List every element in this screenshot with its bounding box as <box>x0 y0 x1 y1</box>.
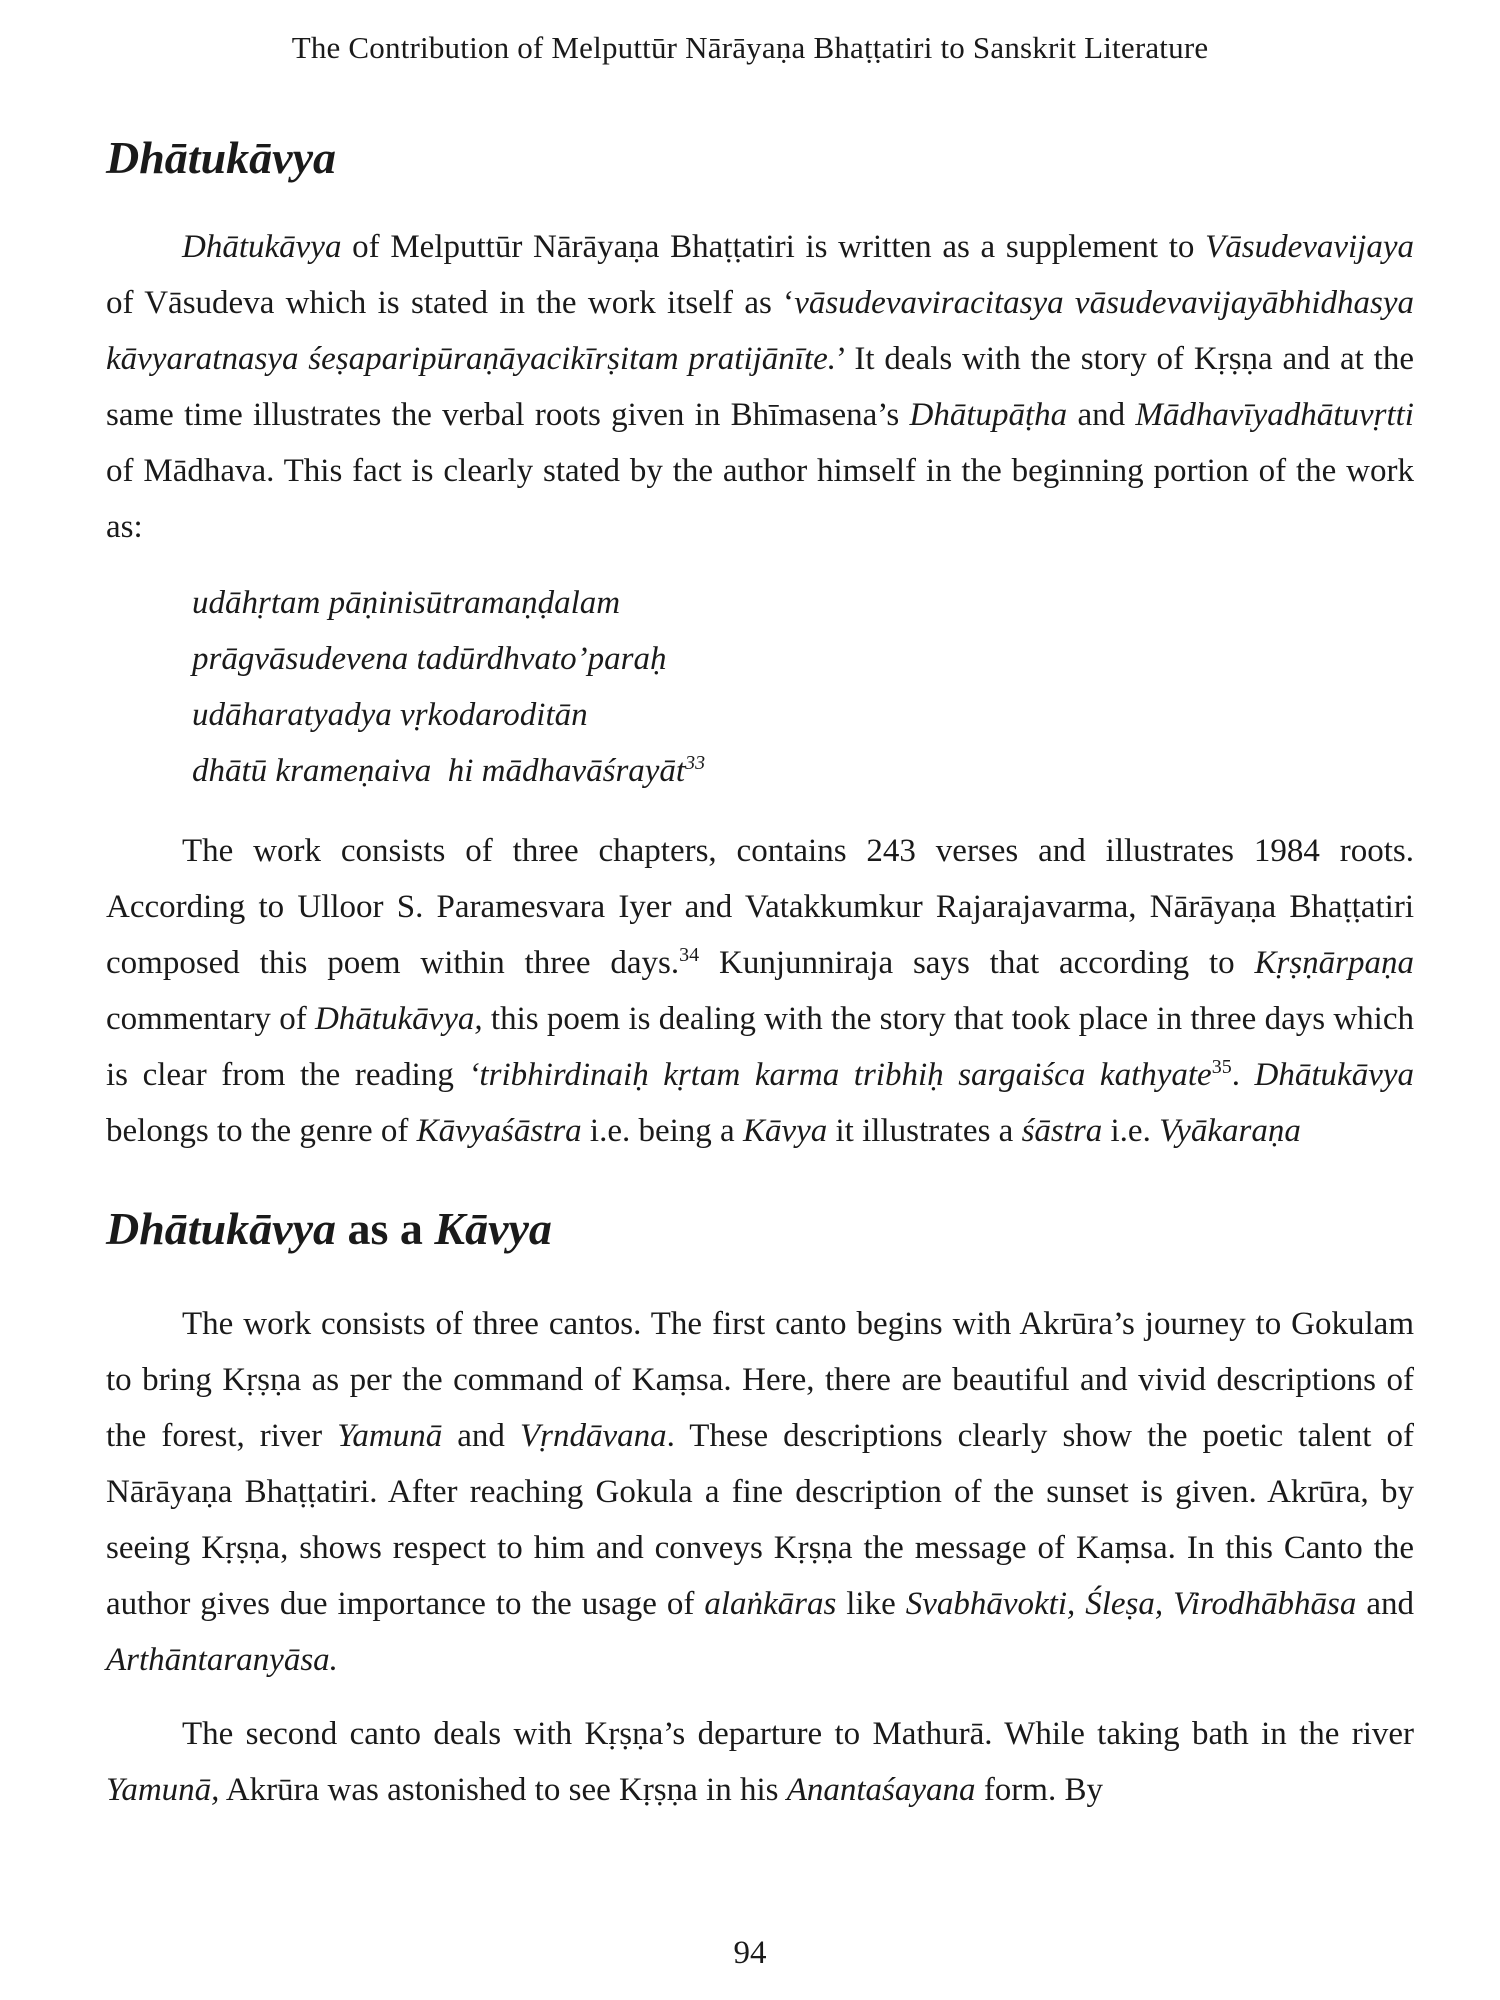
page-number: 94 <box>733 1935 767 1971</box>
verse-line: udāharatyadya vṛkodaroditān <box>192 697 588 734</box>
paragraph-second-canto: The second canto deals with Kṛṣṇa’s departure to Mathurā. While taking bath in the river Yamunā, Akrūra was astonished to see Kṛṣṇa in his Anantaśayana form. By <box>106 1716 1414 1809</box>
place-name: Yamunā <box>337 1418 443 1455</box>
paragraph-structure: The work consists of three chapters, contains 243 verses and illustrates 1984 roots. According to Ulloor S. Paramesvara Iyer and Vatakkumkur Rajarajavarma, Nārāyaṇa Bhaṭṭatiri composed this poem within three days.$^{34}$ Kunjunniraja says that according to Kṛṣṇārpaṇa commentary of Dhātukāvya, this poem is dealing with the story that took place in three days which is clear from the reading ‘tribhirdinaiḥ kṛtam karma tribhiḥ sargaiśca kathyate$^{35}$. Dhātukāvya belongs to the genre of Kāvyaśāstra i.e. being a Kāvya it illustrates a śāstra i.e. Vyākaraṇa <box>106 833 1415 1150</box>
work-title: Kṛṣṇārpaṇa <box>1254 945 1415 982</box>
verse-line: prāgvāsudevena tadūrdhvato’paraḥ <box>192 641 667 678</box>
genre-term: Vyākaraṇa <box>1159 1113 1301 1150</box>
paragraph-intro: Dhātukāvya of Melputtūr Nārāyaṇa Bhaṭṭatiri is written as a supplement to Vāsudevavijaya of Vāsudeva which is stated in the work itself as ‘vāsudevaviracitasya vāsudevavijayābhidhasya kāvyaratnasya śeṣaparipūraṇāyacikīrṣitam pratijānīte.’ It deals with the story of Kṛṣṇa and at the same time illustrates the verbal roots given in Bhīmasena’s Dhātupāṭha and Mādhavīyadhātuvṛtti of Mādhava. This fact is clearly stated by the author himself in the beginning portion of the work as: <box>106 229 1415 546</box>
term: Svabhāvokti, Śleṣa, Virodhābhāsa <box>905 1586 1357 1623</box>
work-title: Vāsudevavijaya <box>1205 229 1414 266</box>
footnote-ref[interactable]: 35 <box>1211 1056 1232 1079</box>
genre-term: Kāvya <box>742 1113 828 1150</box>
work-title: Dhātupāṭha <box>909 397 1068 434</box>
footnote-ref[interactable]: 34 <box>679 944 700 967</box>
work-title: Dhātukāvya <box>1254 1057 1414 1094</box>
term: Arthāntaranyāsa. <box>106 1642 338 1679</box>
footnote-ref[interactable]: 33 <box>685 752 706 775</box>
verse-quotation <box>192 575 1414 799</box>
running-head: The Contribution of Melputtūr Nārāyaṇa Bhaṭṭatiri to Sanskrit Literature <box>291 30 1209 65</box>
section-heading-dhatukavya-as-kavya: Dhātukāvya as a Kāvya <box>106 1203 552 1255</box>
place-name: Yamunā, <box>106 1772 220 1809</box>
sanskrit-quote: vāsudevaviracitasya vāsudevavijayābhidhasya kāvyaratnasya śeṣaparipūraṇāyacikīrṣitam pratijānīte. <box>106 285 1415 378</box>
work-title: Dhātukāvya <box>182 229 342 266</box>
work-title: Mādhavīyadhātuvṛtti <box>1135 397 1414 434</box>
verse-line: udāhṛtam pāṇinisūtramaṇḍalam <box>192 585 621 622</box>
sanskrit-quote: ‘tribhirdinaiḥ kṛtam karma tribhiḥ sargaiśca kathyate <box>468 1057 1212 1094</box>
place-name: Vṛndāvana <box>519 1418 667 1455</box>
genre-term: śāstra <box>1021 1113 1103 1150</box>
page-body <box>106 130 1414 1818</box>
term: alaṅkāras <box>704 1586 837 1623</box>
term: Anantaśayana <box>786 1772 976 1809</box>
section-heading-dhatukavya: Dhātukāvya <box>106 132 336 183</box>
paragraph-first-canto: The work consists of three cantos. The first canto begins with Akrūra’s journey to Gokulam to bring Kṛṣṇa as per the command of Kaṃsa. Here, there are beautiful and vivid descriptions of the forest, river Yamunā and Vṛndāvana. These descriptions clearly show the poetic talent of Nārāyaṇa Bhaṭṭatiri. After reaching Gokula a fine description of the sunset is given. Akrūra, by seeing Kṛṣṇa, shows respect to him and conveys Kṛṣṇa the message of Kaṃsa. In this Canto the author gives due importance to the usage of alaṅkāras like Svabhāvokti, Śleṣa, Virodhābhāsa and Arthāntaranyāsa. <box>106 1306 1415 1679</box>
genre-term: Kāvyaśāstra <box>416 1113 582 1150</box>
verse-line: dhātū krameṇaiva hi mādhavāśrayāt$^{33}$ <box>192 752 706 790</box>
work-title: Dhātukāvya, <box>314 1001 483 1038</box>
